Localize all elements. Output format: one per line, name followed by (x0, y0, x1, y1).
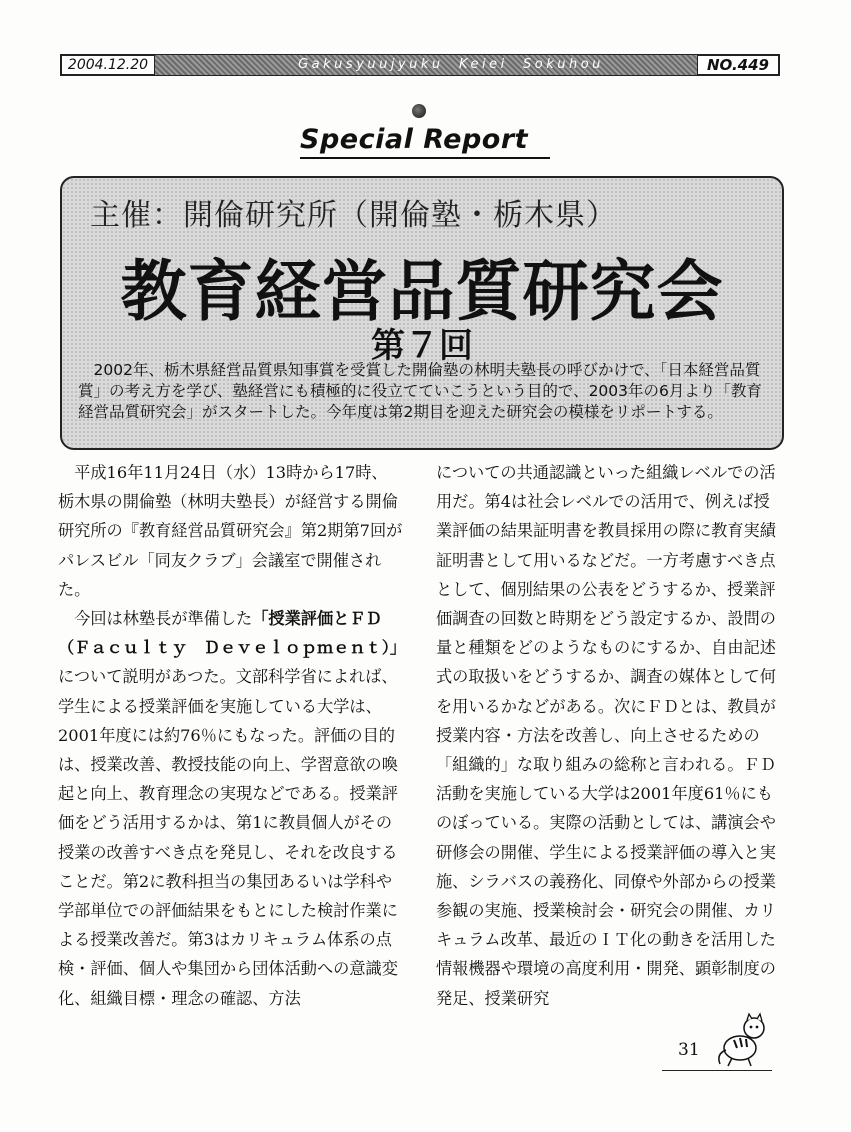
body-column-left (58, 458, 407, 1013)
paragraph-2-continued: についての共通認識といった組織レベルでの活用だ。第4は社会レベルでの活用で、例えば授業評価の結果証明書を教員採用の際に教育実績証明書として用いるなどだ。一方考慮すべき点として、個別結果の公表をどうするか、授業評価調査の回数と時期をどう設定するか、設問の量と種類をどのようなものにするか、自由記述式の取扱いをどうするか、調査の媒体として何を用いるかなどがある。次にＦＤとは、教員が授業内容・方法を改善し、向上させるための「組織的」な取り組みの総称と言われる。ＦＤ活動を実施している大学は2001年度61％にものぼっている。実際の活動としては、講演会や研修会の開催、学生による授業評価の導入と実施、シラバスの義務化、同僚や外部からの授業参観の実施、授業検討会・研究会の開催、カリキュラム改革、最近のＩＴ化の動きを活用した情報機器や環境の高度利用・開発、顕彰制度の発足、授業研究 (436, 463, 776, 1008)
paragraph-2-lead: 今回は林塾長が準備した (74, 609, 253, 629)
circle-bullet-icon (412, 104, 426, 118)
tiger-mascot-icon (714, 1010, 774, 1068)
section-label: Special Report (300, 124, 550, 159)
page-number: 31 (678, 1040, 700, 1060)
topic-title: 「授業評価とＦＤ（Ｆａｃｕｌｔｙ Ｄｅｖｅｌｏｐｍｅｎｔ）」 (58, 609, 407, 658)
article-title: 教育経営品質研究会 (120, 253, 724, 330)
title-box (60, 176, 784, 450)
issue-date: 2004.12.20 (61, 55, 155, 75)
intro-paragraph: 2002年、栃木県経営品質県知事賞を受賞した開倫塾の林明夫塾長の呼びかけで、「日本経営品質賞」の考え方を学び、塾経営にも積極的に役立てていこうという目的で、2003年の6月より「教育経営品質研究会」がスタートした。今年度は第2期目を迎えた研究会の模様をリポートする。 (78, 361, 762, 421)
issue-number: NO.449 (697, 55, 779, 75)
sponsor-line: 主催：開倫研究所（開倫塾・栃木県） (90, 198, 617, 233)
paragraph-2-body: について説明があつた。文部科学省によれば、学生による授業評価を実施している大学は、2001年度には約76％にもなった。評価の目的は、授業改善、教授技能の向上、学習意欲の喚起と向上、教育理念の実現などである。授業評価をどう活用するかは、第1に教員個人がその授業の改善すべき点を発見し、それを改良することだ。第2に教科担当の集団あるいは学科や学部単位での評価結果をもとにした検討作業による授業改善だ。第3はカリキュラム体系の点検・評価、個人や集団から団体活動への意識変化、組織目標・理念の確認、方法 (58, 667, 398, 1008)
publication-name: Gakusyuujyuku Keiei Sokuhou (298, 57, 604, 72)
page-number-rule (662, 1070, 772, 1071)
body-column-right (436, 458, 781, 1013)
header-bar (60, 54, 780, 76)
paragraph-2 (58, 604, 407, 1013)
session-number: 第７回 (371, 326, 473, 366)
paragraph-1: 平成16年11月24日（水）13時から17時、栃木県の開倫塾（林明夫塾長）が経営する開倫研究所の『教育経営品質研究会』第2期第7回がパレスビル「同友クラブ」会議室で開催された。 (58, 463, 403, 599)
